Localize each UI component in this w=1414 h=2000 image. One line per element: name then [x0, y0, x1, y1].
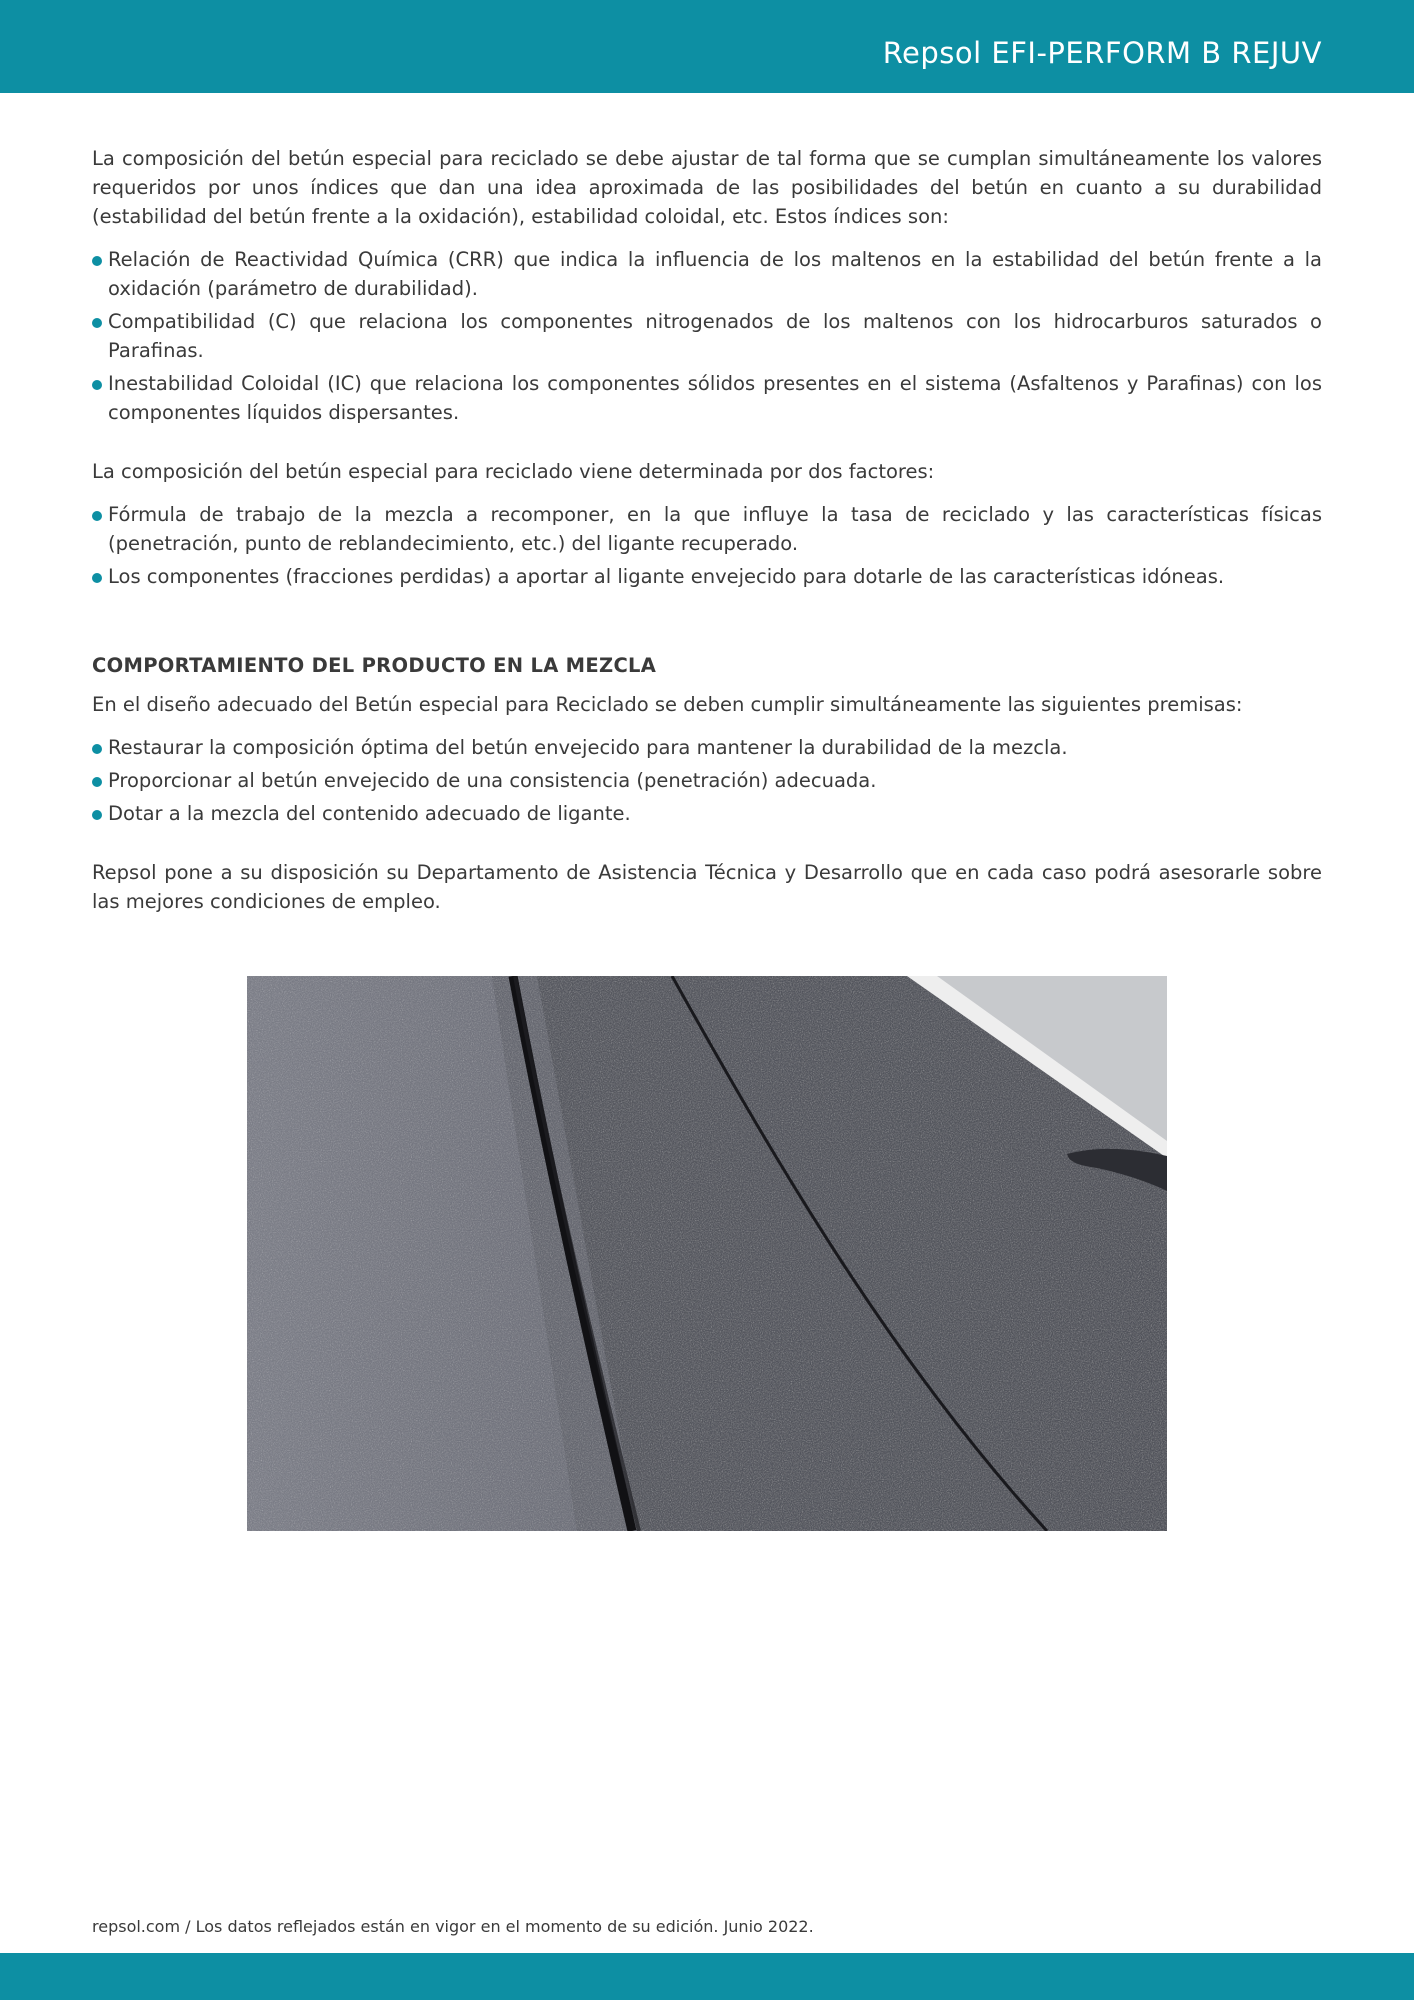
indices-list: [92, 245, 1322, 427]
behavior-paragraph: En el diseño adecuado del Betún especial para Reciclado se deben cumplir simultáneamente las siguientes premisas:: [92, 693, 1243, 716]
document-title: Repsol EFI-PERFORM B REJUV: [882, 36, 1322, 70]
list-item: Relación de Reactividad Química (CRR) que indica la influencia de los maltenos en la estabilidad del betún frente a la oxidación (parámetro de durabilidad).: [92, 245, 1322, 303]
support-paragraph: Repsol pone a su disposición su Departamento de Asistencia Técnica y Desarrollo que en cada caso podrá asesorarle sobre las mejores condiciones de empleo.: [92, 861, 1322, 913]
list-item: Inestabilidad Coloidal (IC) que relaciona los componentes sólidos presentes en el sistema (Asfaltenos y Parafinas) con los componentes líquidos dispersantes.: [92, 369, 1322, 427]
factors-paragraph: La composición del betún especial para reciclado viene determinada por dos factores:: [92, 460, 935, 483]
bullet-dot-icon: [92, 380, 102, 390]
bullet-dot-icon: [92, 318, 102, 328]
list-item: Restaurar la composición óptima del betún envejecido para mantener la durabilidad de la mezcla.: [92, 733, 1322, 762]
footer-note: repsol.com / Los datos reflejados están en vigor en el momento de su edición. Junio 2022.: [92, 1917, 814, 1936]
bullet-dot-icon: [92, 810, 102, 820]
list-item: Proporcionar al betún envejecido de una consistencia (penetración) adecuada.: [92, 766, 1322, 795]
bullet-dot-icon: [92, 256, 102, 266]
list-item: Fórmula de trabajo de la mezcla a recomponer, en la que influye la tasa de reciclado y las características físicas (penetración, punto de reblandecimiento, etc.) del ligante recuperado.: [92, 500, 1322, 558]
intro-paragraph: La composición del betún especial para reciclado se debe ajustar de tal forma que se cumplan simultáneamente los valores requeridos por unos índices que dan una idea aproximada de las posibilidades del betún en cuanto a su durabilidad (estabilidad del betún frente a la oxidación), estabilidad coloidal, etc. Estos índices son:: [92, 147, 1322, 228]
list-item: Los componentes (fracciones perdidas) a aportar al ligante envejecido para dotarle de las características idóneas.: [92, 562, 1322, 591]
main-content: [92, 144, 1322, 916]
bullet-dot-icon: [92, 511, 102, 521]
footer-band: [0, 1953, 1414, 2000]
asphalt-road-photo: [247, 976, 1167, 1531]
header-band: [0, 0, 1414, 93]
premises-list: [92, 733, 1322, 828]
section-heading: COMPORTAMIENTO DEL PRODUCTO EN LA MEZCLA: [92, 654, 657, 677]
list-item: Compatibilidad (C) que relaciona los componentes nitrogenados de los maltenos con los hidrocarburos saturados o Parafinas.: [92, 307, 1322, 365]
factors-list: [92, 500, 1322, 591]
asphalt-road-image: [247, 976, 1167, 1531]
bullet-dot-icon: [92, 573, 102, 583]
bullet-dot-icon: [92, 777, 102, 787]
bullet-dot-icon: [92, 744, 102, 754]
list-item: Dotar a la mezcla del contenido adecuado de ligante.: [92, 799, 1322, 828]
